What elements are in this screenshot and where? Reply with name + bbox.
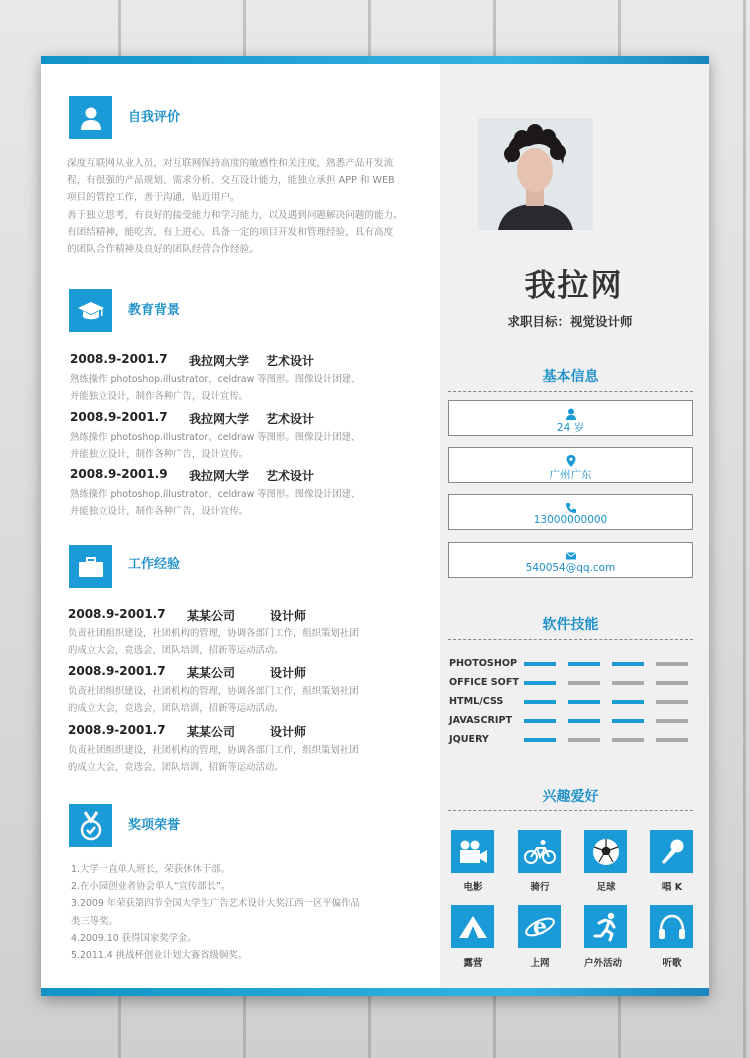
self-eval-line: 有团结精神，能吃苦，有上进心。具备一定的项目开发和管理经验，具有高度 — [67, 226, 394, 238]
svg-text:e: e — [532, 913, 547, 940]
skill-level-segment — [612, 700, 644, 704]
soccer-ball-icon — [584, 830, 627, 873]
skill-level-segment — [568, 662, 600, 666]
award-line: 2.在小园创业者协会单人“宣传部长”。 — [71, 881, 231, 893]
work-title: 工作经验 — [128, 557, 181, 572]
edu-desc — [70, 371, 360, 405]
divider — [448, 639, 693, 640]
hobby-label: 听歌 — [662, 958, 682, 969]
location-value: 广州广东 — [549, 469, 592, 481]
work-desc — [68, 742, 359, 776]
location-pin-icon — [449, 452, 692, 464]
work-desc-line: 负责社团组织建设，社团机构的管理，协调各部门工作，组织策划社团 — [68, 628, 359, 639]
skill-level-segment — [568, 700, 600, 704]
award-line: 3.2009 年荣获第四节全国大学生广告艺术设计大奖江西一区平偏作品 — [71, 898, 360, 910]
hobbies-title: 兴趣爱好 — [542, 789, 599, 805]
edu-desc-line: 并能独立设计，制作各种广告，设计宣传。 — [70, 391, 249, 402]
skill-level-segment — [656, 662, 688, 666]
edu-date: 2008.9-2001.7 — [70, 410, 168, 424]
self-eval-title: 自我评价 — [128, 110, 181, 125]
edu-date: 2008.9-2001.9 — [70, 467, 168, 481]
edu-desc-line: 熟练操作 photoshop.illustrator、celdraw 等图形。图像设计团建、 — [70, 489, 361, 500]
skill-level-segment — [656, 738, 688, 742]
self-eval-line: 项目的管控工作，善于沟通，贴近用户。 — [67, 192, 240, 204]
info-age — [448, 400, 693, 436]
work-date: 2008.9-2001.7 — [68, 607, 166, 621]
person-icon — [69, 96, 112, 139]
skill-level-segment — [568, 681, 600, 685]
divider — [448, 810, 693, 811]
work-desc-line: 的成立大会，竞选会，团队培训，招新等运动活动。 — [68, 645, 284, 656]
skill-level-segment — [656, 719, 688, 723]
skill-name: HTML/CSS — [449, 696, 504, 707]
skills-title: 软件技能 — [542, 617, 599, 633]
work-role: 设计师 — [270, 725, 307, 739]
work-date: 2008.9-2001.7 — [68, 723, 166, 737]
work-desc-line: 负责社团组织建设，社团机构的管理，协调各部门工作，组织策划社团 — [68, 686, 359, 697]
hobby-label: 骑行 — [530, 882, 550, 893]
skill-level-segment — [656, 700, 688, 704]
award-line: 5.2011.4 挑战杯创业计划大赛省级铜奖。 — [71, 950, 247, 962]
job-objective: 求职目标：视觉设计师 — [507, 314, 633, 329]
bicycle-icon — [518, 830, 561, 873]
skill-name: PHOTOSHOP — [449, 658, 518, 669]
work-date: 2008.9-2001.7 — [68, 664, 166, 678]
mail-icon — [449, 547, 692, 559]
top-accent-bar — [41, 56, 709, 64]
work-desc-line: 负责社团组织建设，社团机构的管理，协调各部门工作，组织策划社团 — [68, 745, 359, 756]
info-email[interactable] — [448, 542, 693, 578]
hobby-label: 户外活动 — [583, 958, 622, 969]
self-eval-text — [67, 155, 412, 258]
hobby-label: 露营 — [463, 958, 483, 969]
education-title: 教育背景 — [128, 303, 181, 318]
basic-info-title: 基本信息 — [542, 369, 599, 385]
info-phone[interactable] — [448, 494, 693, 530]
award-line: 4.2009.10 获得国家奖学金。 — [71, 932, 197, 944]
edu-date: 2008.9-2001.7 — [70, 352, 168, 366]
self-eval-line: 深度互联网从业人员，对互联网保持高度的敏感性和关注度，熟悉产品开发流 — [67, 158, 394, 169]
edu-desc — [70, 486, 360, 520]
self-eval-line: 善于独立思考，有良好的接受能力和学习能力，以及遇到问题解决问题的能力。 — [67, 209, 403, 221]
divider — [448, 391, 693, 392]
skill-name: JAVASCRIPT — [449, 715, 513, 726]
edu-desc — [70, 429, 360, 463]
work-company: 某某公司 — [187, 725, 236, 739]
hobby-label: 电影 — [463, 882, 483, 893]
skill-level-segment — [568, 738, 600, 742]
age-value: 24 岁 — [556, 422, 585, 434]
self-eval-line: 程，有很强的产品规划、需求分析、交互设计能力，能独立承担 APP 和 WEB — [67, 175, 395, 187]
work-role: 设计师 — [270, 609, 307, 623]
skill-level-segment — [568, 719, 600, 723]
edu-desc-line: 并能独立设计，制作各种广告，设计宣传。 — [70, 506, 249, 517]
internet-explorer-icon — [518, 905, 561, 948]
edu-school: 我拉网大学 — [189, 469, 250, 483]
edu-desc-line: 并能独立设计，制作各种广告，设计宣传。 — [70, 449, 249, 460]
edu-desc-line: 熟练操作 photoshop.illustrator、celdraw 等图形。图像设计团建、 — [70, 374, 361, 385]
headphones-icon — [650, 905, 693, 948]
hobby-label: 上网 — [530, 958, 550, 969]
skill-level-segment — [524, 700, 556, 704]
hobby-label: 足球 — [596, 882, 616, 893]
skill-level-segment — [612, 662, 644, 666]
award-line: 类三等奖。 — [71, 915, 118, 927]
camping-tent-icon — [451, 905, 494, 948]
bottom-accent-bar — [41, 988, 709, 996]
graduation-cap-icon — [69, 289, 112, 332]
skill-level-segment — [524, 738, 556, 742]
edu-desc-line: 熟练操作 photoshop.illustrator、celdraw 等图形。图像设计团建、 — [70, 432, 361, 443]
person-icon — [449, 405, 692, 417]
skill-name: JQUERY — [449, 734, 489, 745]
edu-major: 艺术设计 — [266, 412, 315, 426]
work-company: 某某公司 — [187, 666, 236, 680]
edu-school: 我拉网大学 — [189, 354, 250, 368]
skill-level-segment — [612, 681, 644, 685]
phone-icon — [449, 499, 692, 511]
microphone-icon — [650, 830, 693, 873]
award-line: 1.大学一直单人班长，荣获休休干部。 — [71, 864, 230, 875]
profile-photo — [478, 118, 593, 230]
info-location — [448, 447, 693, 483]
work-desc — [68, 625, 359, 659]
movie-camera-icon — [451, 830, 494, 873]
skill-level-segment — [656, 681, 688, 685]
hobby-label: 唱 K — [661, 882, 683, 893]
phone-value: 13000000000 — [533, 514, 608, 526]
work-role: 设计师 — [270, 666, 307, 680]
skill-level-segment — [524, 662, 556, 666]
skill-level-segment — [524, 719, 556, 723]
skill-level-segment — [612, 738, 644, 742]
awards-text — [71, 861, 401, 964]
skill-name: OFFICE SOFT — [449, 677, 519, 688]
edu-school: 我拉网大学 — [189, 412, 250, 426]
work-desc — [68, 683, 359, 717]
running-person-icon — [584, 905, 627, 948]
medal-icon — [69, 804, 112, 847]
work-desc-line: 的成立大会，竞选会，团队培训，招新等运动活动。 — [68, 703, 284, 714]
edu-major: 艺术设计 — [266, 469, 315, 483]
skill-level-segment — [524, 681, 556, 685]
skill-level-segment — [612, 719, 644, 723]
candidate-name: 我拉网 — [524, 268, 624, 304]
awards-title: 奖项荣誉 — [128, 818, 181, 833]
self-eval-line: 的团队合作精神及良好的团队经营合作经验。 — [67, 244, 259, 256]
work-company: 某某公司 — [187, 609, 236, 623]
briefcase-icon — [69, 545, 112, 588]
edu-major: 艺术设计 — [266, 354, 315, 368]
work-desc-line: 的成立大会，竞选会，团队培训，招新等运动活动。 — [68, 762, 284, 773]
email-value: 540054@qq.com — [525, 562, 616, 574]
